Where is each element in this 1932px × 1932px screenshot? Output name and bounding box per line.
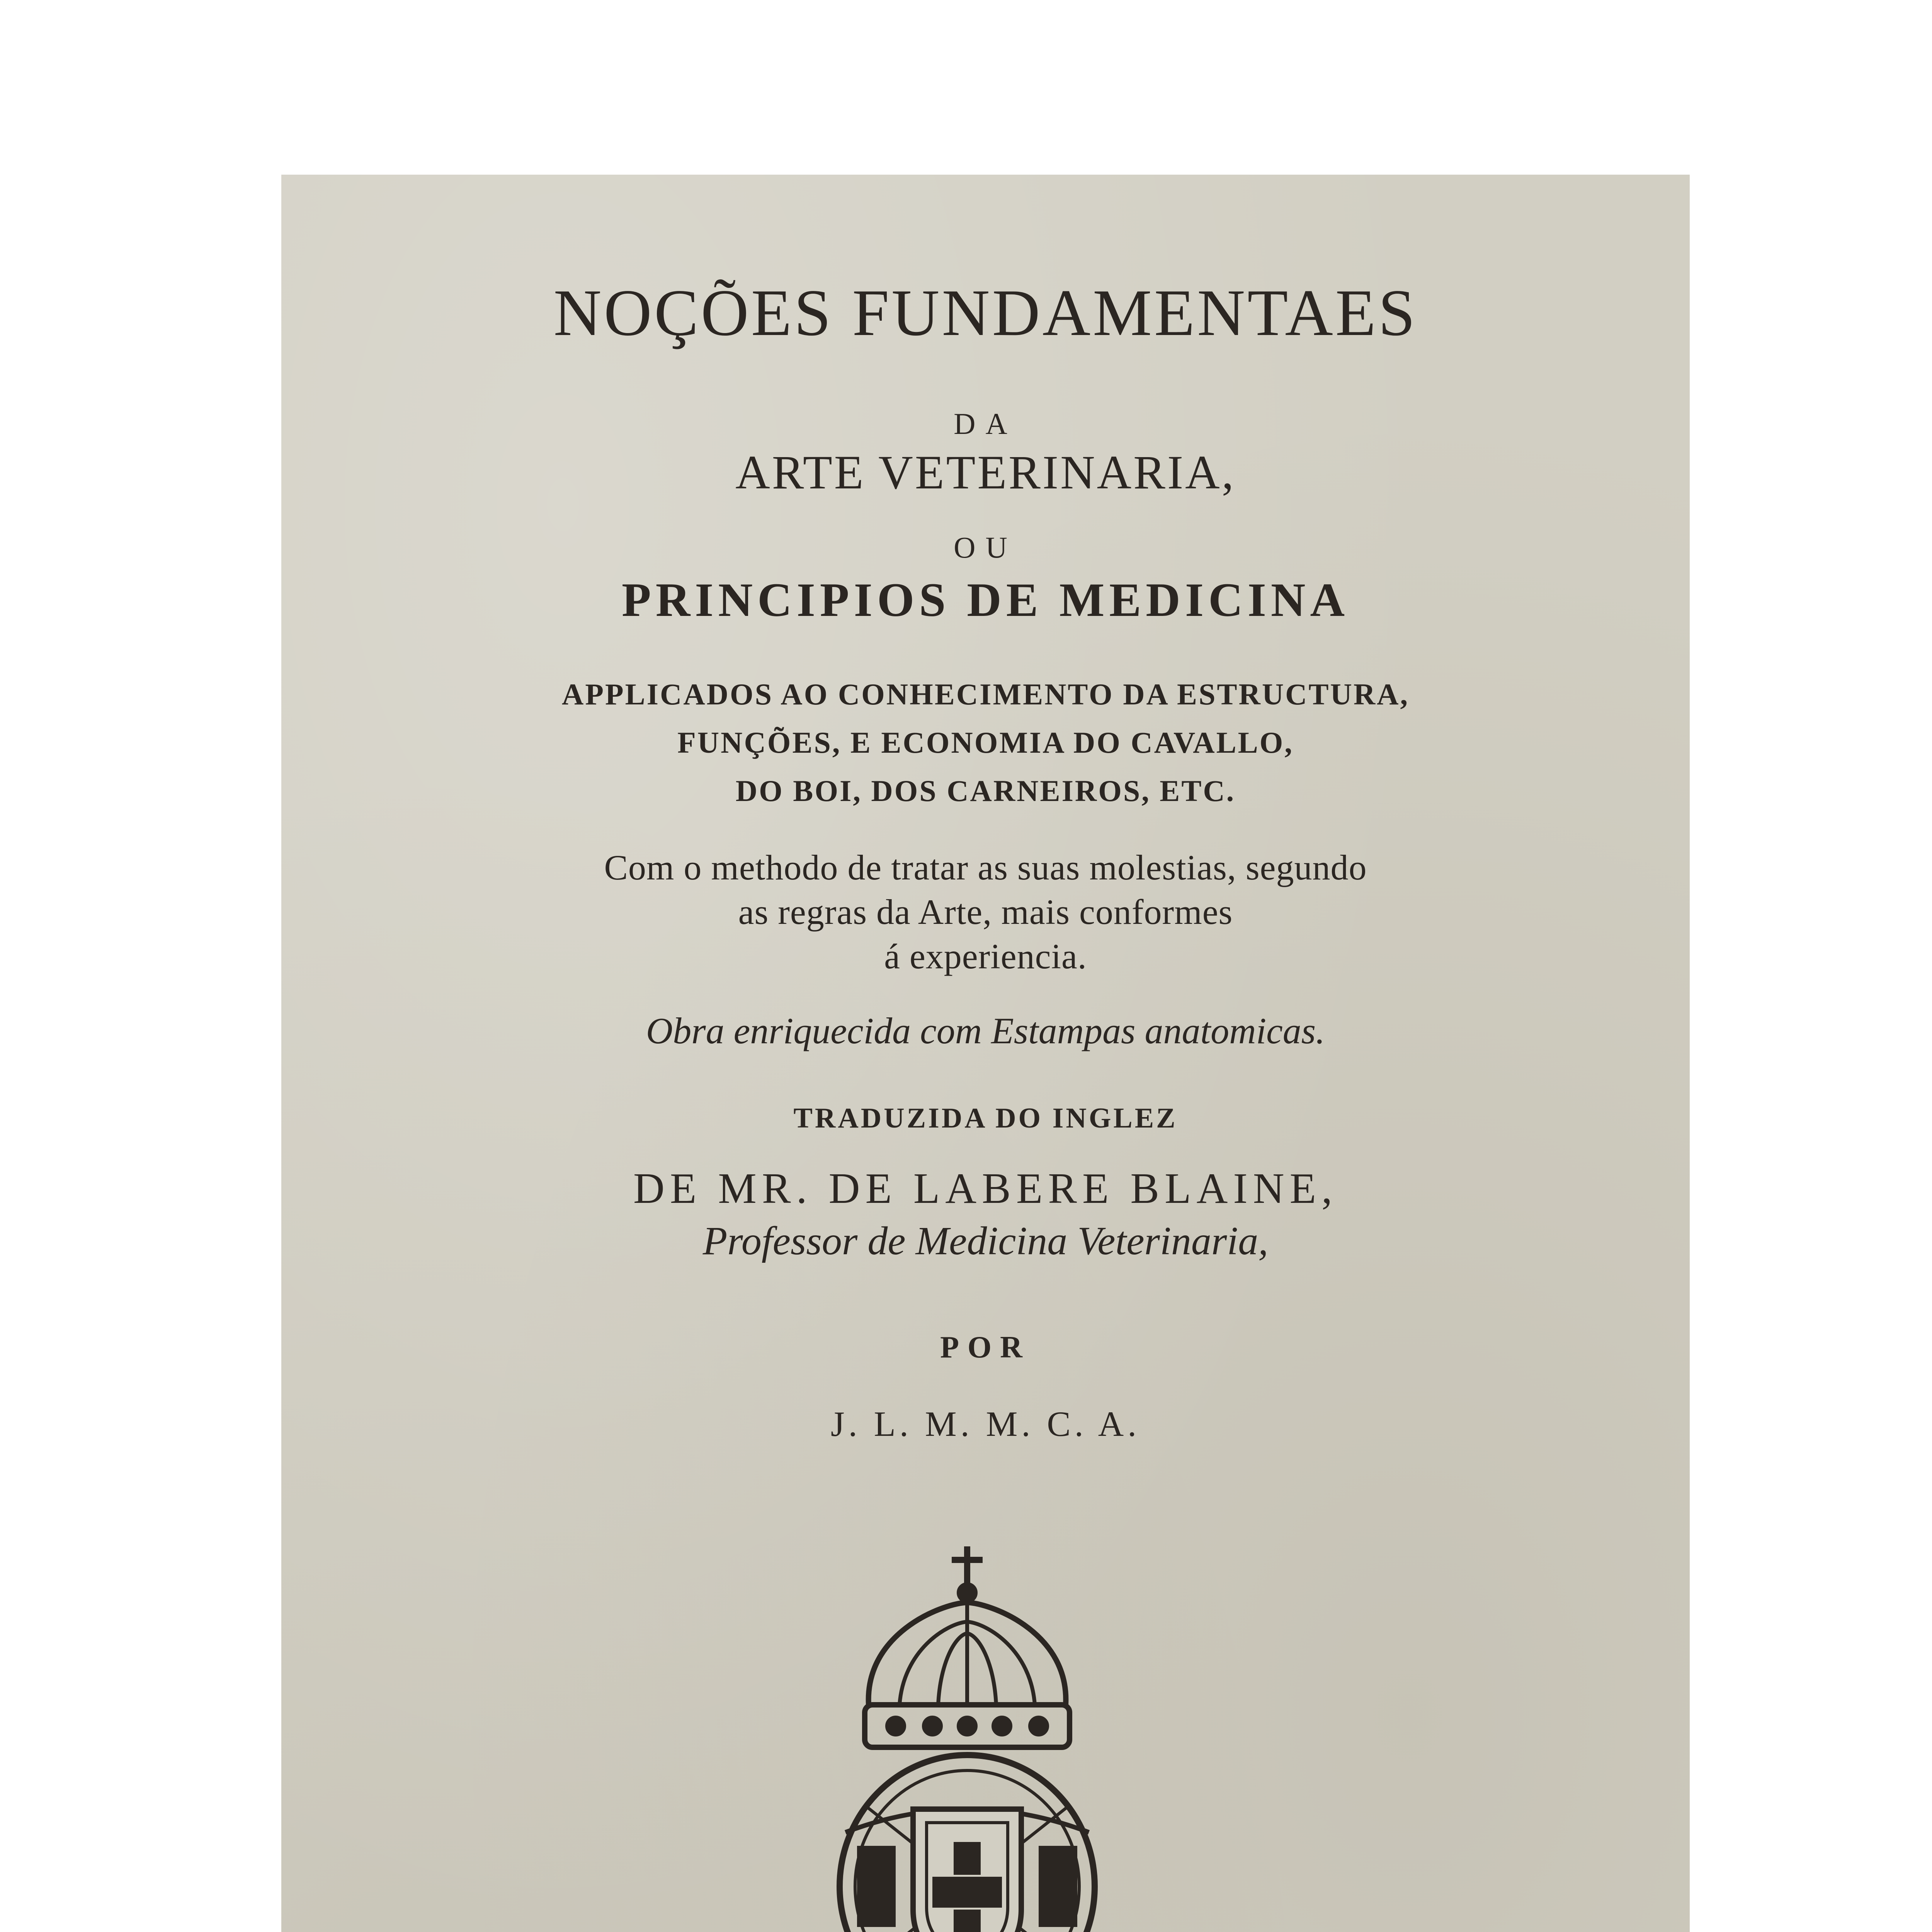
author-title: Professor de Medicina Veterinaria, — [702, 1219, 1269, 1263]
book-title: NOÇÕES FUNDAMENTAES — [553, 276, 1418, 350]
obra-note: Obra enriquecida com Estampas anatomicas. — [646, 1010, 1325, 1051]
translator-initials: J. L. M. M. C. A. — [830, 1404, 1141, 1444]
subtitle-arte: ARTE VETERINARIA, — [735, 446, 1236, 499]
method-line-3: á experiencia. — [884, 937, 1087, 976]
subtitle-ou: OU — [954, 531, 1017, 564]
royal-coat-of-arms-icon — [822, 1539, 1112, 1932]
description-line-3: DO BOI, DOS CARNEIROS, ETC. — [735, 774, 1236, 808]
method-line-2: as regras da Arte, mais conformes — [738, 892, 1233, 932]
method-line-1: Com o methodo de tratar as suas molestias, segundo — [604, 848, 1367, 887]
subtitle-principios: PRINCIPIOS DE MEDICINA — [621, 573, 1350, 626]
description-line-2: FUNÇÕES, E ECONOMIA DO CAVALLO, — [677, 726, 1294, 759]
author-name: DE MR. DE LABERE BLAINE, — [633, 1165, 1338, 1213]
description-line-1: APPLICADOS AO CONHECIMENTO DA ESTRUCTURA, — [562, 677, 1409, 711]
subtitle-da: DA — [954, 407, 1017, 440]
translation-note: TRADUZIDA DO INGLEZ — [793, 1102, 1178, 1134]
translator-por: POR — [940, 1330, 1031, 1364]
scanned-title-page — [281, 175, 1690, 1932]
